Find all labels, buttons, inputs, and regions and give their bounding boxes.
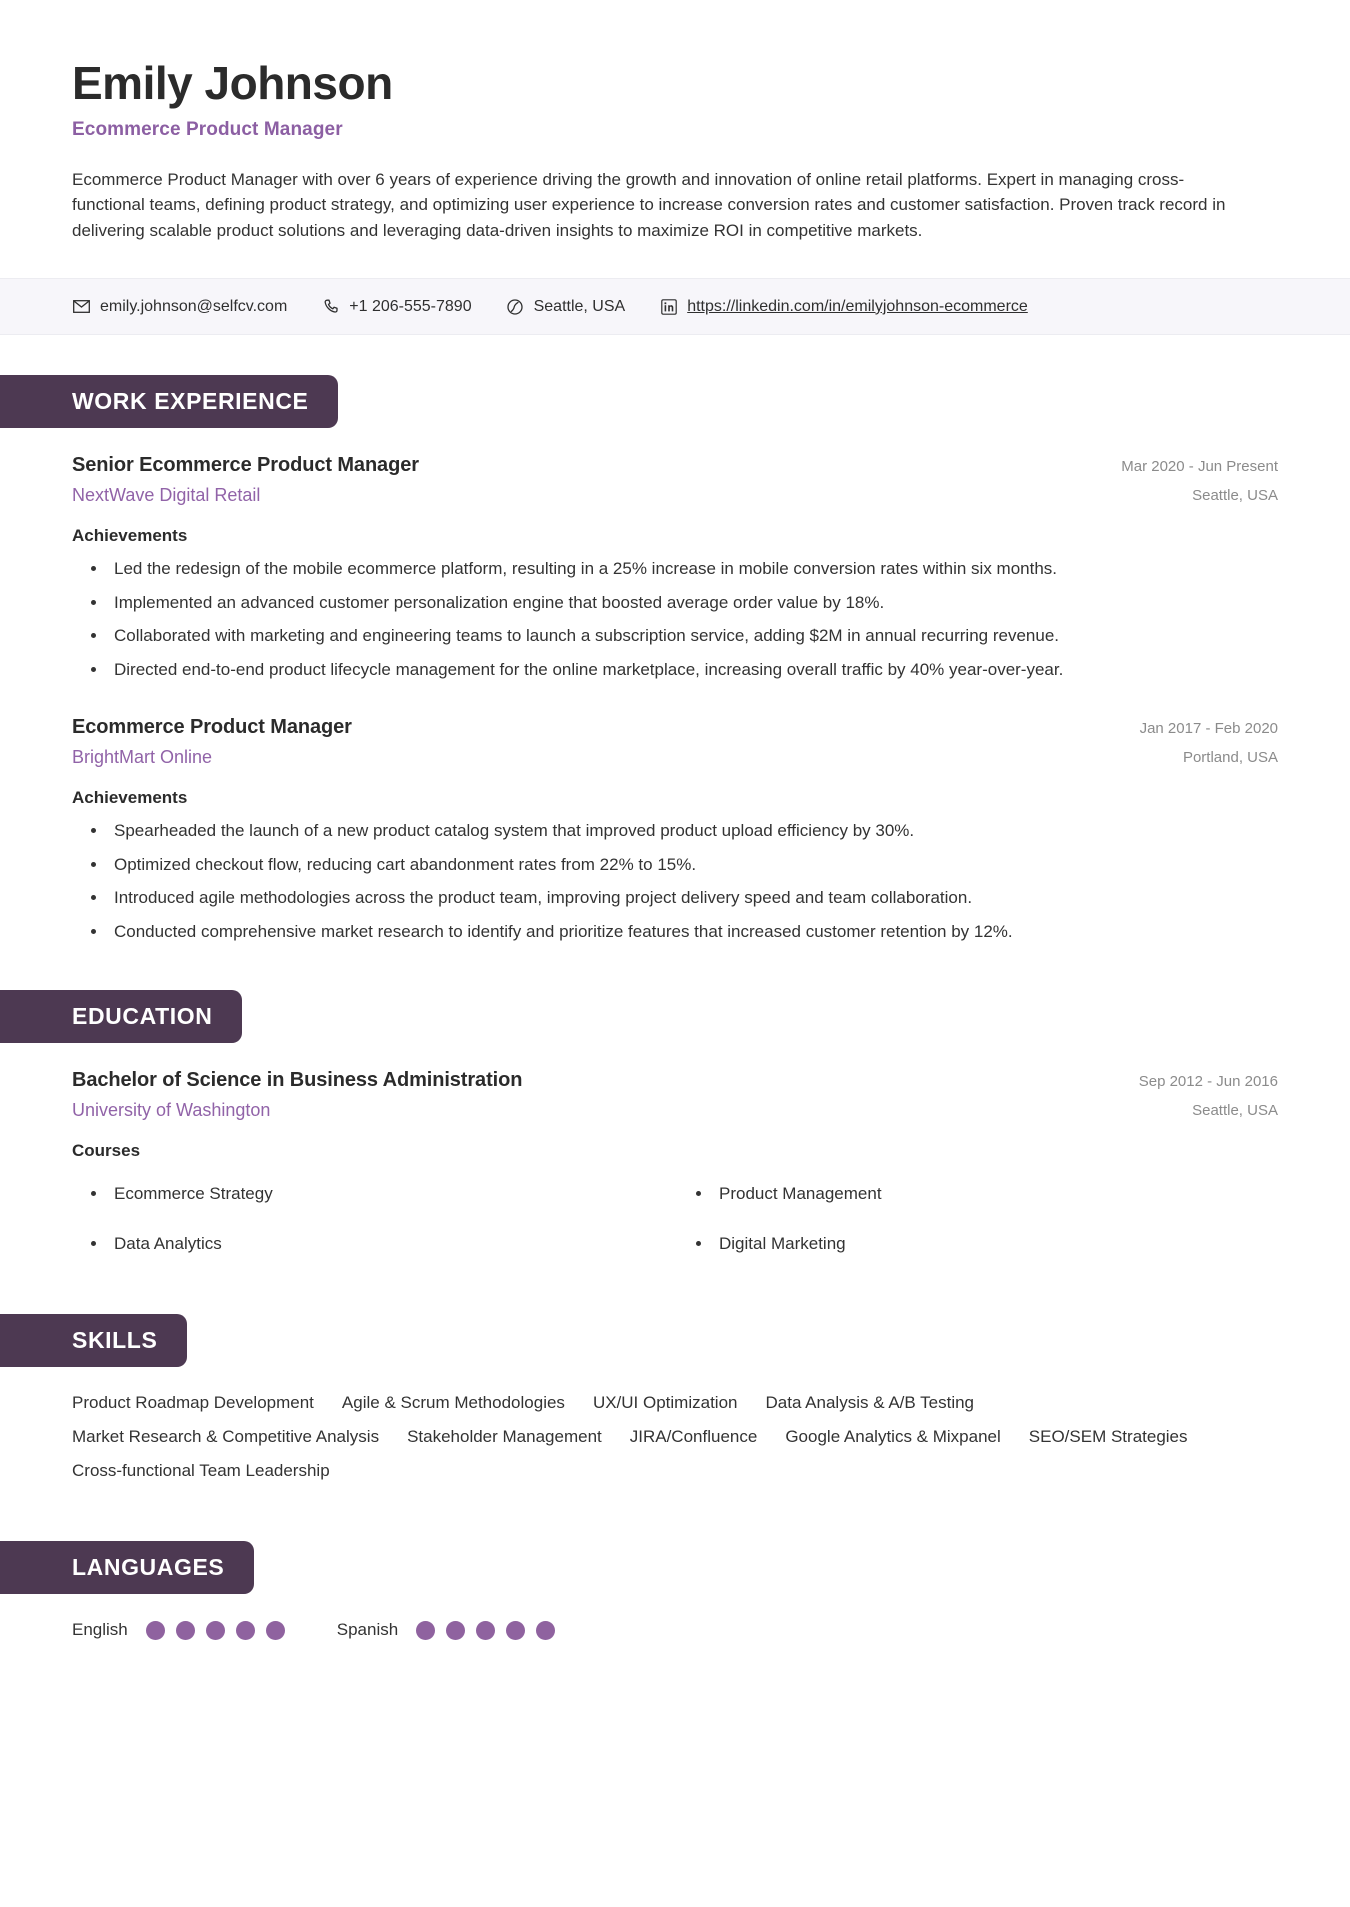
achievement-item: • Collaborated with marketing and engineering teams to launch a subscription service, adding $2M in annual recurring revenue.	[108, 623, 1278, 649]
work-entry-location: Seattle, USA	[1192, 487, 1278, 504]
phone-icon	[321, 297, 340, 316]
language-level-dot	[416, 1621, 435, 1640]
work-entry-left	[72, 716, 1116, 768]
work-entry-date: Jan 2017 - Feb 2020	[1139, 720, 1278, 737]
skill-item: SEO/SEM Strategies	[1028, 1427, 1188, 1446]
skill-item: JIRA/Confluence	[629, 1427, 758, 1446]
achievement-item: • Implemented an advanced customer personalization engine that boosted average order value by 18%.	[108, 590, 1278, 616]
work-entry-right	[1121, 454, 1278, 504]
language-entry	[72, 1620, 285, 1640]
skill-item: Stakeholder Management	[407, 1427, 602, 1446]
skill-item: Market Research & Competitive Analysis	[72, 1427, 380, 1446]
language-level-dot	[206, 1621, 225, 1640]
language-level-dot	[446, 1621, 465, 1640]
language-name: Spanish	[336, 1620, 399, 1639]
course-item: • Digital Marketing	[713, 1219, 1278, 1269]
section-title-work-experience: WORK EXPERIENCE	[0, 375, 338, 428]
work-entry-location: Portland, USA	[1182, 749, 1278, 766]
education-entry-right	[1139, 1069, 1278, 1119]
contact-location	[506, 297, 626, 316]
course-item: • Ecommerce Strategy	[108, 1169, 673, 1219]
skill-item: Agile & Scrum Methodologies	[341, 1393, 565, 1412]
education-entry-degree: Bachelor of Science in Business Administration	[72, 1069, 523, 1091]
education-courses-label: Courses	[72, 1141, 141, 1160]
language-level-dot	[176, 1621, 195, 1640]
education-entry-left	[72, 1069, 1115, 1121]
language-level-dot	[236, 1621, 255, 1640]
language-level-dot	[506, 1621, 525, 1640]
work-entry-achievements-label: Achievements	[72, 788, 188, 807]
language-level-dots	[416, 1621, 555, 1640]
work-experience-body	[0, 454, 1350, 944]
education-entry-location: Seattle, USA	[1192, 1102, 1278, 1119]
education-entry-head	[72, 1069, 1278, 1121]
contact-linkedin[interactable]	[659, 297, 1028, 316]
work-entry	[72, 716, 1278, 944]
location-pin-icon	[506, 297, 525, 316]
education-entry-school: University of Washington	[72, 1100, 271, 1120]
work-entry-left	[72, 454, 1097, 506]
language-entry	[337, 1620, 555, 1640]
section-languages	[0, 1541, 1350, 1640]
section-skills	[0, 1314, 1350, 1495]
course-item: • Data Analytics	[108, 1219, 673, 1269]
work-entry-title: Ecommerce Product Manager	[72, 716, 352, 738]
skill-item: Data Analysis & A/B Testing	[765, 1393, 975, 1412]
resume-header	[0, 0, 1350, 278]
achievement-item: • Optimized checkout flow, reducing cart abandonment rates from 22% to 15%.	[108, 852, 1278, 878]
envelope-icon	[72, 297, 91, 316]
linkedin-icon	[659, 297, 678, 316]
work-entry-achievements-list	[72, 556, 1278, 682]
work-entry-company: NextWave Digital Retail	[72, 485, 261, 505]
education-body	[0, 1069, 1350, 1268]
work-entry-achievements-list	[72, 818, 1278, 944]
contact-email[interactable]	[72, 297, 287, 316]
skill-item: Product Roadmap Development	[72, 1393, 314, 1412]
achievement-item: • Spearheaded the launch of a new product catalog system that improved product upload efficiency by 30%.	[108, 818, 1278, 844]
achievement-item: • Introduced agile methodologies across the product team, improving project delivery speed and team collaboration.	[108, 885, 1278, 911]
work-entry-date: Mar 2020 - Jun Present	[1121, 458, 1278, 475]
language-level-dot	[146, 1621, 165, 1640]
education-entry	[72, 1069, 1278, 1268]
contact-email-text: emily.johnson@selfcv.com	[100, 297, 288, 315]
language-level-dots	[146, 1621, 285, 1640]
work-entry-company: BrightMart Online	[72, 747, 213, 767]
language-level-dot	[266, 1621, 285, 1640]
language-name: English	[72, 1620, 128, 1639]
section-title-skills: SKILLS	[0, 1314, 187, 1367]
contact-location-text: Seattle, USA	[533, 297, 626, 315]
skill-item: UX/UI Optimization	[592, 1393, 738, 1412]
contact-linkedin-text[interactable]: https://linkedin.com/in/emilyjohnson-ecommerce	[687, 297, 1028, 315]
contact-phone[interactable]	[321, 297, 471, 316]
achievement-item: • Conducted comprehensive market research to identify and prioritize features that increased customer retention by 12%.	[108, 919, 1278, 945]
language-level-dot	[536, 1621, 555, 1640]
full-name: Emily Johnson	[72, 57, 393, 109]
achievement-item: • Led the redesign of the mobile ecommerce platform, resulting in a 25% increase in mobile conversion rates within six months.	[108, 556, 1278, 582]
contact-bar	[0, 278, 1350, 335]
section-title-education: EDUCATION	[0, 990, 242, 1043]
section-title-languages: LANGUAGES	[0, 1541, 254, 1594]
languages-list	[72, 1620, 1278, 1640]
education-courses-list	[72, 1169, 1278, 1268]
work-entry-head	[72, 454, 1278, 506]
section-education	[0, 990, 1350, 1268]
achievement-item: • Directed end-to-end product lifecycle management for the online marketplace, increasing overall traffic by 40% year-over-year.	[108, 657, 1278, 683]
section-work-experience	[0, 375, 1350, 944]
professional-summary: Ecommerce Product Manager with over 6 years of experience driving the growth and innovation of online retail platforms. Expert in managing cross-functional teams, defining product strategy, and optimizing user experience to increase conversion rates and customer satisfaction. Proven track record in delivering scalable product solutions and leveraging data-driven insights to maximize ROI in competitive markets.	[72, 169, 1226, 241]
skill-item: Cross-functional Team Leadership	[72, 1461, 330, 1480]
course-item: • Product Management	[713, 1169, 1278, 1219]
skill-item: Google Analytics & Mixpanel	[785, 1427, 1001, 1446]
skills-list	[72, 1393, 1278, 1495]
job-title: Ecommerce Product Manager	[72, 118, 343, 140]
skills-body	[0, 1393, 1350, 1495]
education-entry-date: Sep 2012 - Jun 2016	[1138, 1073, 1278, 1090]
languages-body	[0, 1620, 1350, 1640]
language-level-dot	[476, 1621, 495, 1640]
work-entry-title: Senior Ecommerce Product Manager	[72, 454, 419, 476]
work-entry-achievements-label: Achievements	[72, 526, 188, 545]
work-entry-right	[1140, 716, 1278, 766]
contact-phone-text: +1 206-555-7890	[349, 297, 472, 315]
work-entry	[72, 454, 1278, 682]
work-entry-head	[72, 716, 1278, 768]
